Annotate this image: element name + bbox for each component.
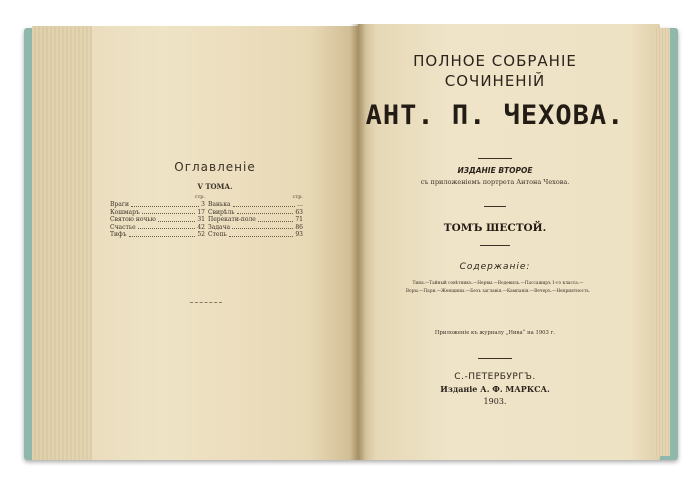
toc-entry-page: 93 xyxy=(295,231,303,239)
toc-page-header: стр. xyxy=(194,194,205,200)
toc-entry xyxy=(208,209,303,217)
toc-column-2 xyxy=(208,194,303,239)
imprint-divider xyxy=(478,358,512,359)
contents-list xyxy=(372,280,624,296)
toc-entry xyxy=(110,224,205,232)
toc-entry-page: 52 xyxy=(197,231,205,239)
toc-entry-page: 63 xyxy=(295,208,303,216)
contents-line: Воры.—Пари.—Женщины.—Безъ заглавія.—Кампанія.—Вечеръ.—Неприятность. xyxy=(405,289,591,294)
edition-label: ИЗДАНІЕ ВТОРОЕ xyxy=(457,166,533,175)
toc-entry-page: 3 xyxy=(201,201,205,208)
portrait-note: съ приложеніемъ портрета Антона Чехова. xyxy=(420,178,570,186)
toc-entry-page: 31 xyxy=(197,216,205,224)
toc-entry-title: Святою ночью xyxy=(110,216,156,224)
toc-entry-page: 86 xyxy=(295,223,303,231)
toc-page-header: стр. xyxy=(292,194,303,200)
contents-title: Содержаніе: xyxy=(459,262,531,272)
title-line-2: СОЧИНЕНІЙ xyxy=(444,72,546,90)
volume-divider xyxy=(480,245,510,246)
toc-entry xyxy=(110,201,205,209)
supplement-note: Приложеніе къ журналу „Нива“ на 1903 г. xyxy=(434,330,556,336)
toc-entry-page: ... xyxy=(297,201,303,208)
toc-entry xyxy=(208,224,303,232)
toc-divider xyxy=(190,302,222,303)
toc-volume-label: V ТОМА. xyxy=(197,182,233,191)
left-page-edges xyxy=(32,26,92,460)
title-divider xyxy=(478,158,512,159)
imprint-city: С.-ПЕТЕРБУРГЪ. xyxy=(454,372,536,382)
toc-entry xyxy=(110,216,205,224)
toc-entry-page: 71 xyxy=(295,216,303,224)
toc-entry-title: Задача xyxy=(208,223,231,231)
toc-entry-page: 42 xyxy=(197,223,205,231)
toc-entry xyxy=(208,216,303,224)
toc-entry xyxy=(110,209,205,217)
toc-entry-title: Кошмаръ xyxy=(110,208,140,216)
author-name: АНТ. П. ЧЕХОВА. xyxy=(365,100,625,131)
toc-entry-title: Счастье xyxy=(110,223,136,231)
imprint-publisher: Изданіе А. Ф. МАРКСА. xyxy=(440,384,550,394)
edition-divider xyxy=(484,206,506,207)
toc-entry xyxy=(110,231,205,239)
toc-title: Оглавленіе xyxy=(174,160,256,174)
toc-entry-title: Свирѣль xyxy=(208,208,235,216)
volume-title: ТОМЪ ШЕСТОЙ. xyxy=(443,222,547,234)
toc-entry-title: Тифъ xyxy=(110,231,127,239)
imprint-year: 1903. xyxy=(483,397,507,406)
toc-entry-title: Враги xyxy=(110,201,129,208)
title-line-1: ПОЛНОЕ СОБРАНІЕ xyxy=(413,52,577,70)
toc-column-1 xyxy=(110,194,205,239)
toc-entry-page: 17 xyxy=(197,208,205,216)
toc-entry xyxy=(208,201,303,209)
toc-entry xyxy=(208,231,303,239)
toc-entry-title: Ванька xyxy=(208,201,231,208)
contents-line: Тина.—Тайный совѣтникъ.—Нервы.—Водевиль.—Пассажиръ 1-го класса.— xyxy=(412,281,584,286)
toc-entry-title: Степь xyxy=(208,231,227,239)
toc-entry-title: Перекати-поле xyxy=(208,216,256,224)
right-page-edges xyxy=(654,28,670,456)
